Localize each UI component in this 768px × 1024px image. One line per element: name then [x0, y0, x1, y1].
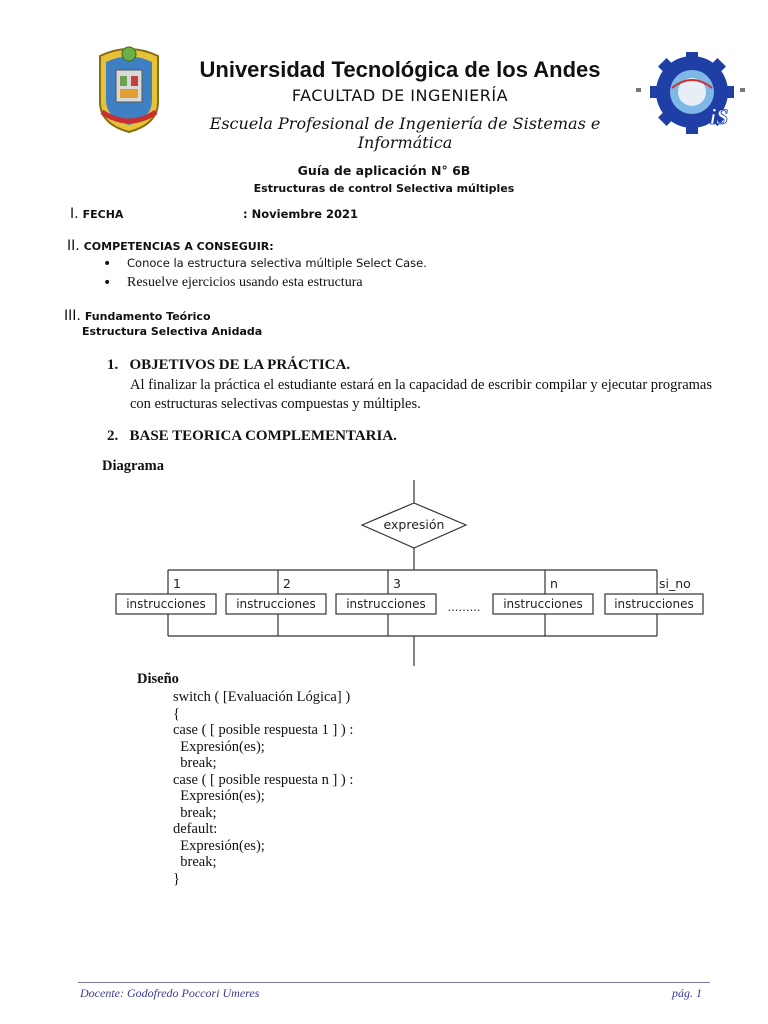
code-line: break;	[173, 854, 217, 870]
decision-label: expresión	[383, 517, 445, 532]
fecha-value: : Noviembre 2021	[243, 207, 359, 221]
code-line: break;	[173, 804, 217, 821]
school-name: Escuela Profesional de Ingeniería de Sistemas e Informática	[209, 114, 601, 152]
case-label: n	[550, 576, 558, 591]
section-number: II.	[67, 238, 80, 254]
case-label: 3	[393, 576, 401, 591]
code-line: {	[173, 705, 180, 722]
section-label: FECHA	[82, 208, 124, 221]
instruction-box-label: instrucciones	[614, 597, 694, 611]
case-label: 2	[283, 576, 291, 591]
section-number: III.	[64, 308, 81, 324]
section-number: I.	[70, 206, 79, 222]
code-line: Expresión(es);	[173, 738, 265, 755]
diagram-label: Diagrama	[102, 458, 165, 474]
section-label: COMPETENCIAS A CONSEGUIR:	[83, 240, 274, 253]
engineering-gear-logo	[636, 52, 748, 134]
instruction-box-label: instrucciones	[346, 597, 426, 611]
guide-subtitle: Estructuras de control Selectiva múltiples	[253, 182, 515, 195]
diagram-ellipsis: ………	[447, 601, 481, 614]
heading-text: OBJETIVOS DE LA PRÁCTICA.	[129, 357, 351, 373]
faculty-name: FACULTAD DE INGENIERÍA	[291, 86, 509, 105]
code-line: switch ( [Evaluación Lógica] )	[173, 689, 351, 705]
guide-title: Guía de aplicación N° 6B	[297, 163, 471, 178]
code-line: case ( [ posible respuesta 1 ] ) :	[173, 722, 354, 738]
switch-flow-diagram	[0, 478, 768, 668]
objetivos-paragraph: Al finalizar la práctica el estudiante estará en la capacidad de escribir compilar y ejecutar programas con estructuras selectivas compuestas y múltiples.	[130, 377, 712, 412]
footer-teacher: Docente: Godofredo Poccori Umeres	[80, 986, 260, 1000]
code-line: Expresión(es);	[173, 837, 265, 854]
section-label: Fundamento Teórico	[84, 310, 211, 323]
section-competencias	[67, 237, 274, 255]
case-label: 1	[173, 576, 181, 591]
university-title: Universidad Tecnológica de los Andes	[199, 57, 601, 82]
code-line: case ( [ posible respuesta n ] ) :	[173, 771, 354, 788]
objetivos-heading	[107, 357, 350, 374]
switch-code-block	[173, 689, 353, 887]
competencias-list	[103, 256, 427, 294]
code-line: break;	[173, 755, 217, 771]
design-label: Diseño	[137, 671, 179, 687]
svg-text:iS: iS	[710, 104, 729, 129]
instruction-box-label: instrucciones	[236, 597, 316, 611]
heading-text: BASE TEORICA COMPLEMENTARIA.	[129, 428, 397, 444]
case-label: si_no	[659, 576, 691, 591]
list-item: • Conoce la estructura selectiva múltiple Select Case.	[103, 256, 427, 275]
footer-page-number: pág. 1	[672, 986, 702, 1000]
code-line: Expresión(es);	[173, 788, 265, 804]
instruction-box-label: instrucciones	[126, 597, 206, 611]
section-fundamento	[64, 307, 211, 325]
instruction-box-label: instrucciones	[503, 597, 583, 611]
fundamento-subtitle: Estructura Selectiva Anidada	[82, 325, 263, 338]
university-crest-logo	[92, 42, 166, 134]
heading-number: 2.	[107, 428, 119, 444]
heading-number: 1.	[107, 357, 119, 373]
list-item: • Resuelve ejercicios usando esta estructura	[103, 275, 427, 294]
section-fecha	[70, 205, 123, 223]
footer-divider	[78, 982, 710, 983]
code-line: default:	[173, 821, 218, 837]
base-heading	[107, 428, 397, 445]
code-line: }	[173, 870, 180, 887]
